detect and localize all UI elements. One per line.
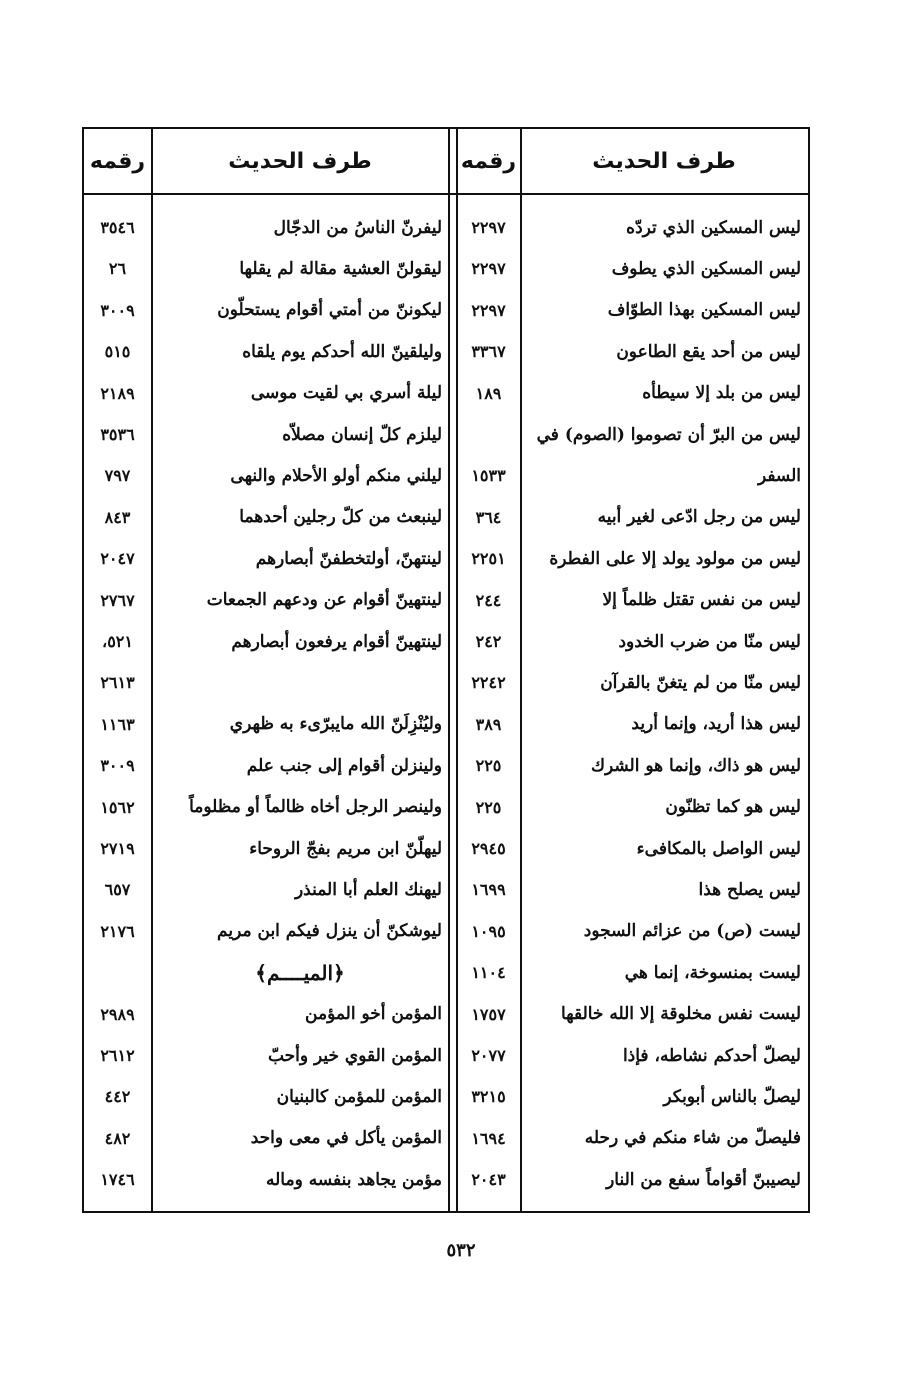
left-hadith-number: ١١٦٣ bbox=[100, 714, 135, 734]
left-hadith-number: ٢٧١٩ bbox=[100, 839, 135, 858]
right-hadith-text: ليس المسكين الذي يطوف bbox=[611, 258, 801, 279]
right-hadith-number: ٢٠٤٣ bbox=[471, 1170, 506, 1190]
right-hadith-text: ليست نفس مخلوقة إلا الله خالقها bbox=[560, 1004, 801, 1025]
table-row bbox=[84, 455, 808, 496]
right-hadith-text: ليس هو كما تظنّون bbox=[665, 797, 801, 818]
left-hadith-text: ولينصر الرجل أخاه ظالماً أو مظلوماً bbox=[189, 797, 442, 818]
table-row bbox=[84, 414, 808, 455]
table-row bbox=[84, 994, 808, 1035]
left-hadith-text: المؤمن للمؤمن كالبنيان bbox=[276, 1086, 442, 1107]
right-hadith-number: ١٠٩٥ bbox=[471, 921, 506, 941]
header-number: رقمه bbox=[460, 148, 517, 174]
right-hadith-text: ليس المسكين الذي تردّه bbox=[626, 217, 801, 238]
left-hadith-text: لينتهينّ أقوام يرفعون أبصارهم bbox=[231, 631, 442, 652]
table-row bbox=[84, 745, 808, 786]
table-row bbox=[84, 373, 808, 414]
left-hadith-number: ٨٤٣ bbox=[104, 507, 131, 527]
left-hadith-text: ليلني منكم أولو الأحلام والنهى bbox=[230, 465, 442, 486]
right-hadith-text: ليصيبنّ أقواماً سفع من النار bbox=[606, 1169, 801, 1190]
header-number: رقمه bbox=[89, 148, 146, 174]
right-hadith-text: ليصلّ بالناس أبوبكر bbox=[663, 1086, 801, 1107]
right-hadith-number: ٢٢٥ bbox=[475, 797, 502, 817]
right-hadith-number: ٢٠٧٧ bbox=[471, 1046, 506, 1065]
table-row bbox=[84, 331, 808, 372]
right-hadith-number: ٢٢٩٧ bbox=[471, 218, 506, 237]
page-number: ٥٣٢ bbox=[446, 1240, 476, 1261]
table-row bbox=[84, 911, 808, 952]
table-row bbox=[84, 1035, 808, 1076]
right-hadith-number bbox=[457, 414, 520, 455]
left-hadith-text: ليكوننّ من أمتي أقوام يستحلّون bbox=[217, 300, 442, 321]
right-hadith-number: ٢٢٥ bbox=[475, 756, 502, 776]
left-hadith-text: ولينزلن أقوام إلى جنب علم bbox=[246, 755, 442, 776]
right-hadith-number: ١٦٩٤ bbox=[471, 1128, 506, 1148]
left-hadith-number: ٢٠٤٧ bbox=[100, 549, 135, 569]
right-hadith-text: ليس من بلد إلا سيطأه bbox=[642, 383, 801, 404]
right-hadith-text: ليصلّ أحدكم نشاطه، فإذا bbox=[622, 1045, 801, 1066]
left-hadith-text: لينبعث من كلّ رجلين أحدهما bbox=[239, 507, 442, 528]
right-hadith-number: ١٨٩ bbox=[475, 383, 502, 403]
left-hadith-number: ٤٤٢ bbox=[104, 1087, 131, 1107]
left-hadith-number: ٢٩٨٩ bbox=[100, 1004, 135, 1024]
left-hadith-text: المؤمن القوي خير وأحبّ bbox=[267, 1045, 442, 1066]
right-hadith-number: ١٦٩٩ bbox=[471, 880, 506, 900]
table-row bbox=[84, 952, 808, 993]
right-hadith-text: ليست بمنسوخة، إنما هي bbox=[624, 962, 801, 983]
table-row bbox=[84, 497, 808, 538]
table-row bbox=[84, 787, 808, 828]
table-row bbox=[84, 621, 808, 662]
right-hadith-number: ٢٢٩٧ bbox=[471, 259, 506, 279]
right-hadith-number: ٣٦٤ bbox=[475, 507, 502, 527]
right-hadith-text: ليس هو ذاك، وإنما هو الشرك bbox=[591, 755, 801, 776]
left-hadith-text: لينتهنّ، أولتخطفنّ أبصارهم bbox=[255, 548, 442, 569]
left-hadith-number: ٢١٧٦ bbox=[100, 921, 135, 941]
left-hadith-text: ليقولنّ العشية مقالة لم يقلها bbox=[239, 258, 442, 279]
left-hadith-text: ليهنك العلم أبا المنذر bbox=[294, 879, 442, 900]
table-row bbox=[84, 1118, 808, 1159]
left-hadith-text: ليلة أسري بي لقيت موسى bbox=[250, 383, 442, 404]
right-hadith-text: ليس من مولود يولد إلا على الفطرة bbox=[549, 548, 801, 569]
table-row bbox=[84, 828, 808, 869]
right-hadith-number: ٢٢٩٧ bbox=[471, 300, 506, 320]
left-hadith-number: ٣٥٣٦ bbox=[100, 425, 135, 444]
left-hadith-number: ٣٠٠٩ bbox=[100, 756, 135, 776]
right-hadith-number: ٣٢١٥ bbox=[471, 1087, 506, 1107]
header-hadith: طرف الحديث bbox=[228, 148, 372, 174]
right-hadith-text: ليس يصلح هذا bbox=[698, 879, 801, 900]
left-hadith-text bbox=[152, 662, 448, 703]
left-hadith-text: المؤمن يأكل في معى واحد bbox=[250, 1128, 442, 1149]
right-hadith-text: ليس من البرّ أن تصوموا (الصوم) في bbox=[536, 424, 801, 445]
table-row bbox=[84, 538, 808, 579]
left-hadith-number: ٦٥٧ bbox=[104, 880, 131, 900]
left-hadith-text: المؤمن أخو المؤمن bbox=[305, 1004, 442, 1025]
left-hadith-number: ٢٦١٣ bbox=[100, 673, 135, 693]
right-hadith-text: ليس منّا من ضرب الخدود bbox=[618, 631, 801, 652]
left-hadith-number: ٤٨٢ bbox=[104, 1128, 131, 1148]
right-hadith-text: ليس من أحد يقع الطاعون bbox=[616, 341, 801, 362]
left-hadith-number: ٣٠٠٩ bbox=[100, 300, 135, 320]
right-hadith-number: ٢٢٥١ bbox=[471, 549, 506, 569]
right-hadith-text: ليست (ص) من عزائم السجود bbox=[583, 921, 801, 942]
left-hadith-text: وليلقينّ الله أحدكم يوم يلقاه bbox=[242, 341, 442, 362]
header-divider bbox=[84, 193, 808, 195]
right-hadith-text: ليس من نفس تقتل ظلماً إلا bbox=[602, 590, 801, 611]
table-row bbox=[84, 207, 808, 248]
left-hadith-number: ٢٦١٢ bbox=[100, 1046, 135, 1065]
left-hadith-text: ليهلّنّ ابن مريم بفجّ الروحاء bbox=[249, 838, 442, 859]
left-hadith-number: ١٥٦٢ bbox=[100, 797, 135, 817]
right-hadith-number: ٢٤٤ bbox=[475, 590, 502, 610]
left-hadith-number: ٢١٨٩ bbox=[100, 383, 135, 403]
right-hadith-number: ٢٢٤٢ bbox=[471, 673, 506, 693]
left-hadith-text: ليفرنّ الناسُ من الدجّال bbox=[273, 217, 442, 238]
right-hadith-text: ليس المسكين بهذا الطوّاف bbox=[607, 300, 801, 321]
table-row bbox=[84, 248, 808, 289]
left-hadith-text: وليُنْزِلَنّ الله مايبرّىء به ظهري bbox=[229, 714, 442, 735]
table-row bbox=[84, 580, 808, 621]
left-hadith-text: ليلزم كلّ إنسان مصلاّه bbox=[282, 424, 442, 445]
left-hadith-number: ٢٦ bbox=[108, 259, 127, 279]
left-hadith-text: لينتهينّ أقوام عن ودعهم الجمعات bbox=[206, 590, 442, 611]
right-hadith-number: ١١٠٤ bbox=[471, 963, 506, 983]
left-hadith-number: ٥٢١، bbox=[102, 632, 133, 651]
left-hadith-number: ٣٥٤٦ bbox=[100, 218, 135, 237]
right-hadith-text: ليس من رجل ادّعى لغير أبيه bbox=[597, 507, 801, 528]
right-hadith-number: ٢٩٤٥ bbox=[471, 839, 506, 858]
table-row bbox=[84, 290, 808, 331]
right-hadith-number: ١٧٥٧ bbox=[471, 1004, 506, 1024]
right-hadith-number: ١٥٣٣ bbox=[471, 466, 506, 486]
table-row bbox=[84, 662, 808, 703]
right-hadith-text: ليس منّا من لم يتغنّ بالقرآن bbox=[600, 672, 801, 693]
left-hadith-number: ٥١٥ bbox=[104, 342, 131, 362]
table-row bbox=[84, 869, 808, 910]
table-row bbox=[84, 1159, 808, 1200]
left-hadith-text: ليوشكنّ أن ينزل فيكم ابن مريم bbox=[217, 921, 442, 942]
right-hadith-number: ٢٤٢ bbox=[475, 632, 502, 651]
right-hadith-number: ٣٣٦٧ bbox=[471, 342, 506, 362]
left-hadith-number: ١٧٤٦ bbox=[100, 1170, 135, 1190]
table-row bbox=[84, 1076, 808, 1117]
right-hadith-text: ليس الواصل بالمكافىء bbox=[636, 838, 801, 859]
table-row bbox=[84, 704, 808, 745]
right-hadith-text: فليصلّ من شاء منكم في رحله bbox=[584, 1128, 801, 1149]
right-hadith-text: السفر bbox=[757, 465, 801, 486]
right-hadith-text: ليس هذا أريد، وإنما أريد bbox=[631, 714, 801, 735]
right-hadith-number: ٣٨٩ bbox=[475, 714, 502, 734]
header-hadith: طرف الحديث bbox=[592, 148, 736, 174]
left-hadith-number bbox=[84, 952, 151, 993]
left-hadith-number: ٧٩٧ bbox=[104, 466, 131, 486]
left-hadith-text: مؤمن يجاهد بنفسه وماله bbox=[266, 1169, 442, 1190]
index-table bbox=[82, 127, 810, 1213]
section-heading: ﴿الميــــم﴾ bbox=[255, 960, 345, 985]
left-hadith-number: ٢٧٦٧ bbox=[100, 590, 135, 610]
